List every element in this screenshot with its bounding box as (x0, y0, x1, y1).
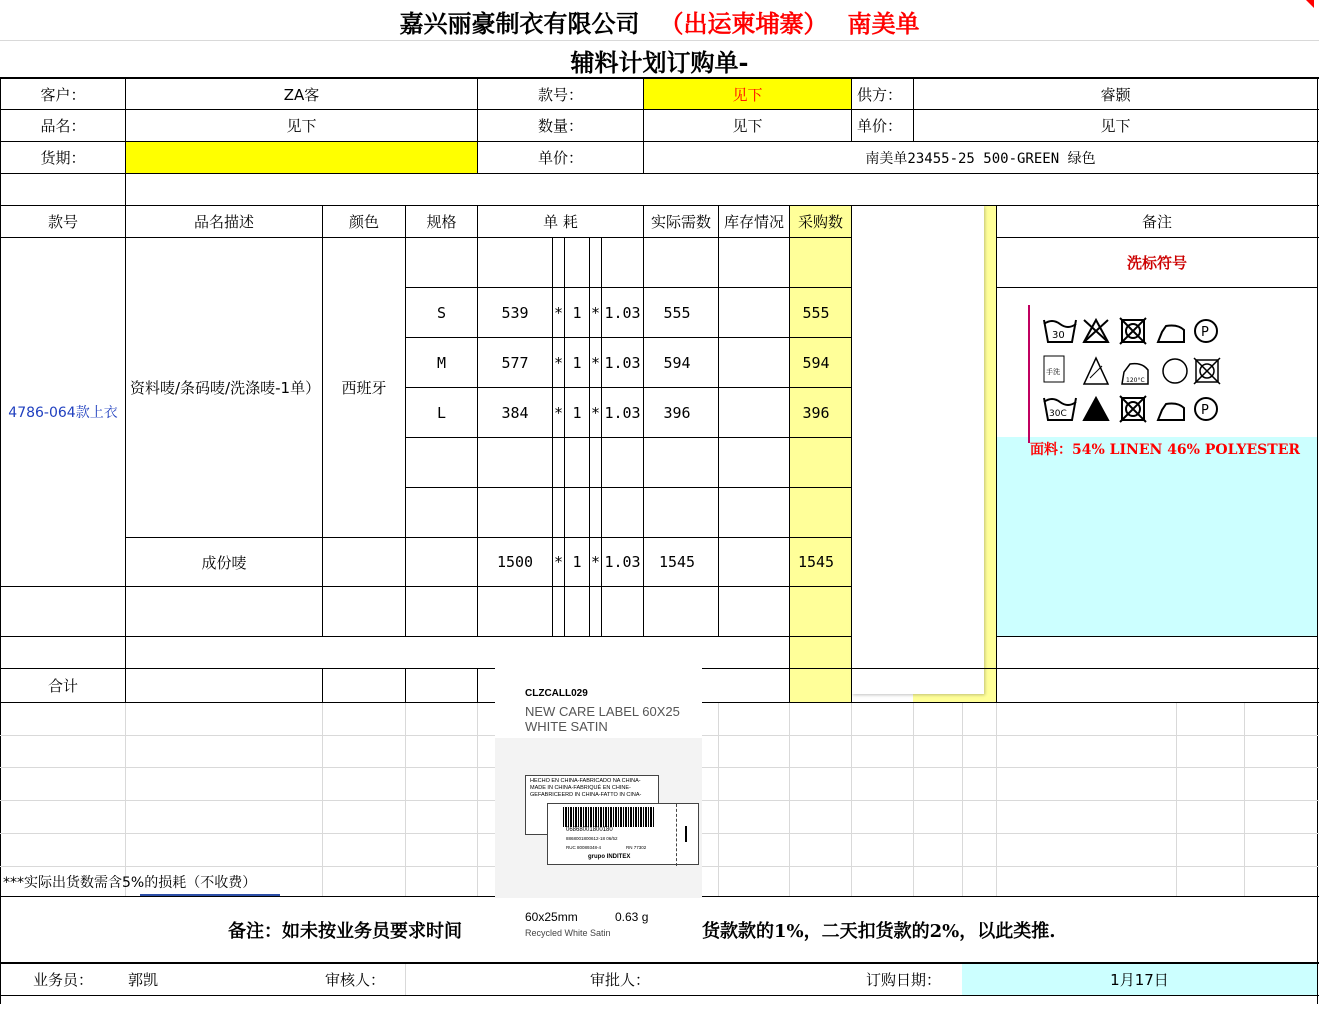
price-value[interactable]: 见下 (1100, 117, 1131, 135)
order-note[interactable]: 南美单23455-25 500-GREEN 绿色 (865, 150, 1096, 167)
svg-text:30: 30 (1052, 330, 1065, 341)
floating-blank-shape (852, 206, 984, 694)
no-bleach-icon (1084, 320, 1108, 342)
bleach-filled-icon (1084, 398, 1108, 420)
region-label: 南美单 (847, 8, 920, 38)
care-image-border (1028, 305, 1030, 443)
base-cell[interactable]: 577 (501, 353, 529, 372)
desc-cell-2[interactable]: 成份唛 (201, 553, 247, 572)
rate-cell[interactable]: 1.03 (604, 403, 641, 422)
no-tumble-dry-icon (1120, 318, 1146, 344)
price-label-2: 单价： (537, 149, 583, 167)
label-fold-line (676, 804, 677, 866)
penalty-note-left: 备注：如未按业务员要求时间 (228, 921, 462, 942)
svg-text:120°C: 120°C (1126, 377, 1145, 384)
quantity-label: 数量： (537, 117, 583, 135)
col-stock: 库存情况 (723, 213, 784, 231)
base-cell[interactable]: 539 (501, 303, 529, 322)
delivery-value[interactable] (126, 142, 477, 173)
purchase-cell[interactable]: 396 (802, 403, 830, 422)
rate-cell[interactable]: 1.03 (604, 303, 641, 322)
factor-cell[interactable]: 1 (572, 303, 582, 322)
actual-cell[interactable]: 594 (663, 353, 691, 372)
col-desc: 品名描述 (193, 213, 254, 231)
comment-marker (1306, 0, 1314, 8)
label-card-front (547, 803, 699, 865)
purchase-cell-2[interactable]: 1545 (797, 553, 835, 571)
style-value[interactable]: 见下 (644, 79, 851, 109)
price-label: 单价： (857, 117, 903, 135)
barcode-number: 06868001800180 (566, 827, 613, 833)
label-material: WHITE SATIN (525, 719, 608, 734)
actual-cell-2[interactable]: 1545 (658, 553, 696, 571)
svg-text:手洗: 手洗 (1046, 368, 1060, 376)
mul-cell: * (590, 553, 601, 571)
barcode (563, 807, 655, 827)
doc-title: 辅料计划订购单- (570, 47, 749, 77)
wash-30c-icon (1044, 398, 1076, 420)
quantity-value[interactable]: 见下 (732, 117, 763, 135)
size-cell[interactable]: M (436, 353, 447, 372)
style-label: 款号： (537, 85, 583, 104)
label-code: CLZCALL029 (525, 688, 588, 699)
mul-cell: * (590, 353, 601, 372)
col-style-no: 款号 (47, 213, 78, 231)
size-cell[interactable]: S (436, 303, 447, 322)
mul-cell: * (553, 553, 564, 571)
delivery-label: 货期： (40, 149, 86, 167)
no-tumble-icon (1194, 358, 1220, 384)
product-name-value[interactable]: 见下 (286, 117, 317, 135)
factor-cell[interactable]: 1 (572, 553, 582, 571)
actual-cell[interactable]: 396 (663, 403, 691, 422)
brand-text: grupo INDITEX (588, 854, 631, 860)
purchase-cell[interactable]: 555 (802, 303, 830, 322)
iron-120-icon (1122, 364, 1148, 384)
actual-cell[interactable]: 555 (663, 303, 691, 322)
salesman-value[interactable]: 郭凯 (128, 971, 159, 989)
salesman-label: 业务员： (32, 971, 93, 989)
care-label-image[interactable] (495, 638, 702, 940)
reviewer-label: 审核人： (325, 971, 386, 989)
mul-cell: * (553, 353, 564, 372)
label-weight: 0.63 g (615, 910, 649, 924)
mul-cell: * (590, 403, 601, 422)
mul-cell: * (590, 303, 601, 322)
color-cell-1[interactable]: 西班牙 (341, 379, 387, 397)
label-mark (685, 826, 687, 842)
company-title-row (0, 0, 1319, 42)
factor-cell[interactable]: 1 (572, 403, 582, 422)
col-unit: 单 耗 (543, 213, 578, 231)
iron-2-icon (1158, 404, 1184, 421)
col-remark: 备注 (1141, 213, 1172, 231)
note-underline (140, 894, 280, 896)
customer-label: 客户： (40, 85, 86, 104)
label-name: NEW CARE LABEL 60X25 (525, 704, 680, 719)
purchase-cell[interactable]: 594 (802, 353, 830, 372)
supplier-label: 供方： (857, 85, 903, 104)
style-no-cell[interactable]: 4786-064款上衣 (8, 405, 118, 421)
factor-cell[interactable]: 1 (572, 353, 582, 372)
iron-icon (1158, 326, 1184, 343)
col-color: 颜色 (348, 213, 379, 231)
ruc-text: RUC 80089348-4 (566, 845, 602, 850)
mul-cell: * (553, 403, 564, 422)
label-size: 60x25mm (525, 910, 578, 924)
product-name-label: 品名： (40, 117, 86, 135)
date-label: 订购日期： (866, 971, 942, 989)
col-spec: 规格 (426, 213, 457, 231)
care-symbols (1038, 312, 1228, 432)
dry-clean-circle-icon (1163, 359, 1187, 383)
svg-text:P: P (1201, 403, 1209, 418)
svg-text:P: P (1201, 325, 1209, 340)
total-label: 合计 (47, 677, 78, 695)
date-value[interactable]: 1月17日 (1110, 971, 1169, 989)
shipping-route: （出运柬埔寨） (659, 8, 828, 38)
care-title: 洗标符号 (1126, 254, 1187, 272)
col-actual: 实际需数 (650, 213, 711, 231)
loss-note: ***实际出货数需含5%的损耗（不收费） (3, 875, 257, 891)
base-cell-2[interactable]: 1500 (496, 553, 534, 571)
fabric-composition: 面料：54% LINEN 46% POLYESTER (1030, 442, 1301, 458)
company-name: 嘉兴丽豪制衣有限公司 (399, 8, 640, 38)
customer-value[interactable]: ZA客 (283, 85, 320, 104)
no-tumble-dry-2-icon (1120, 396, 1146, 422)
label-text-line: MADE IN CHINA-FABRIQUÉ EN CHINE- (530, 785, 631, 791)
rn-text: RN 77302 (626, 845, 647, 850)
base-cell[interactable]: 384 (501, 403, 529, 422)
col-purchase: 采购数 (790, 206, 851, 237)
barcode-sub: 8868001800612-18 06/52 (566, 836, 618, 841)
wash-30-icon (1044, 320, 1076, 342)
yellow-stripe (984, 206, 996, 669)
label-text-line: HECHO EN CHINA-FABRICADO NA CHINA- (530, 778, 641, 784)
wash-hand-icon (1044, 356, 1064, 382)
size-cell[interactable]: L (436, 403, 447, 422)
mul-cell: * (553, 303, 564, 322)
approver-label: 审批人： (590, 971, 651, 989)
svg-text:30C: 30C (1049, 409, 1067, 419)
dry-clean-p-icon (1195, 320, 1217, 342)
dry-clean-p-2-icon (1195, 398, 1217, 420)
desc-cell-1[interactable]: 资料唛/条码唛/洗涤唛-1单） (130, 378, 321, 397)
label-text-line: GEFABRICEERD IN CHINA-FATTO IN CINA- (530, 792, 642, 798)
penalty-note-right: 货款款的1%，二天扣货款的2%，以此类推. (702, 921, 1056, 942)
rate-cell[interactable]: 1.03 (604, 353, 641, 372)
remark-cyan-fill (997, 437, 1317, 636)
bleach-icon (1084, 358, 1108, 384)
supplier-value[interactable]: 睿颢 (1100, 85, 1131, 104)
rate-cell[interactable]: 1.03 (604, 553, 641, 571)
label-subtitle: Recycled White Satin (525, 928, 611, 938)
